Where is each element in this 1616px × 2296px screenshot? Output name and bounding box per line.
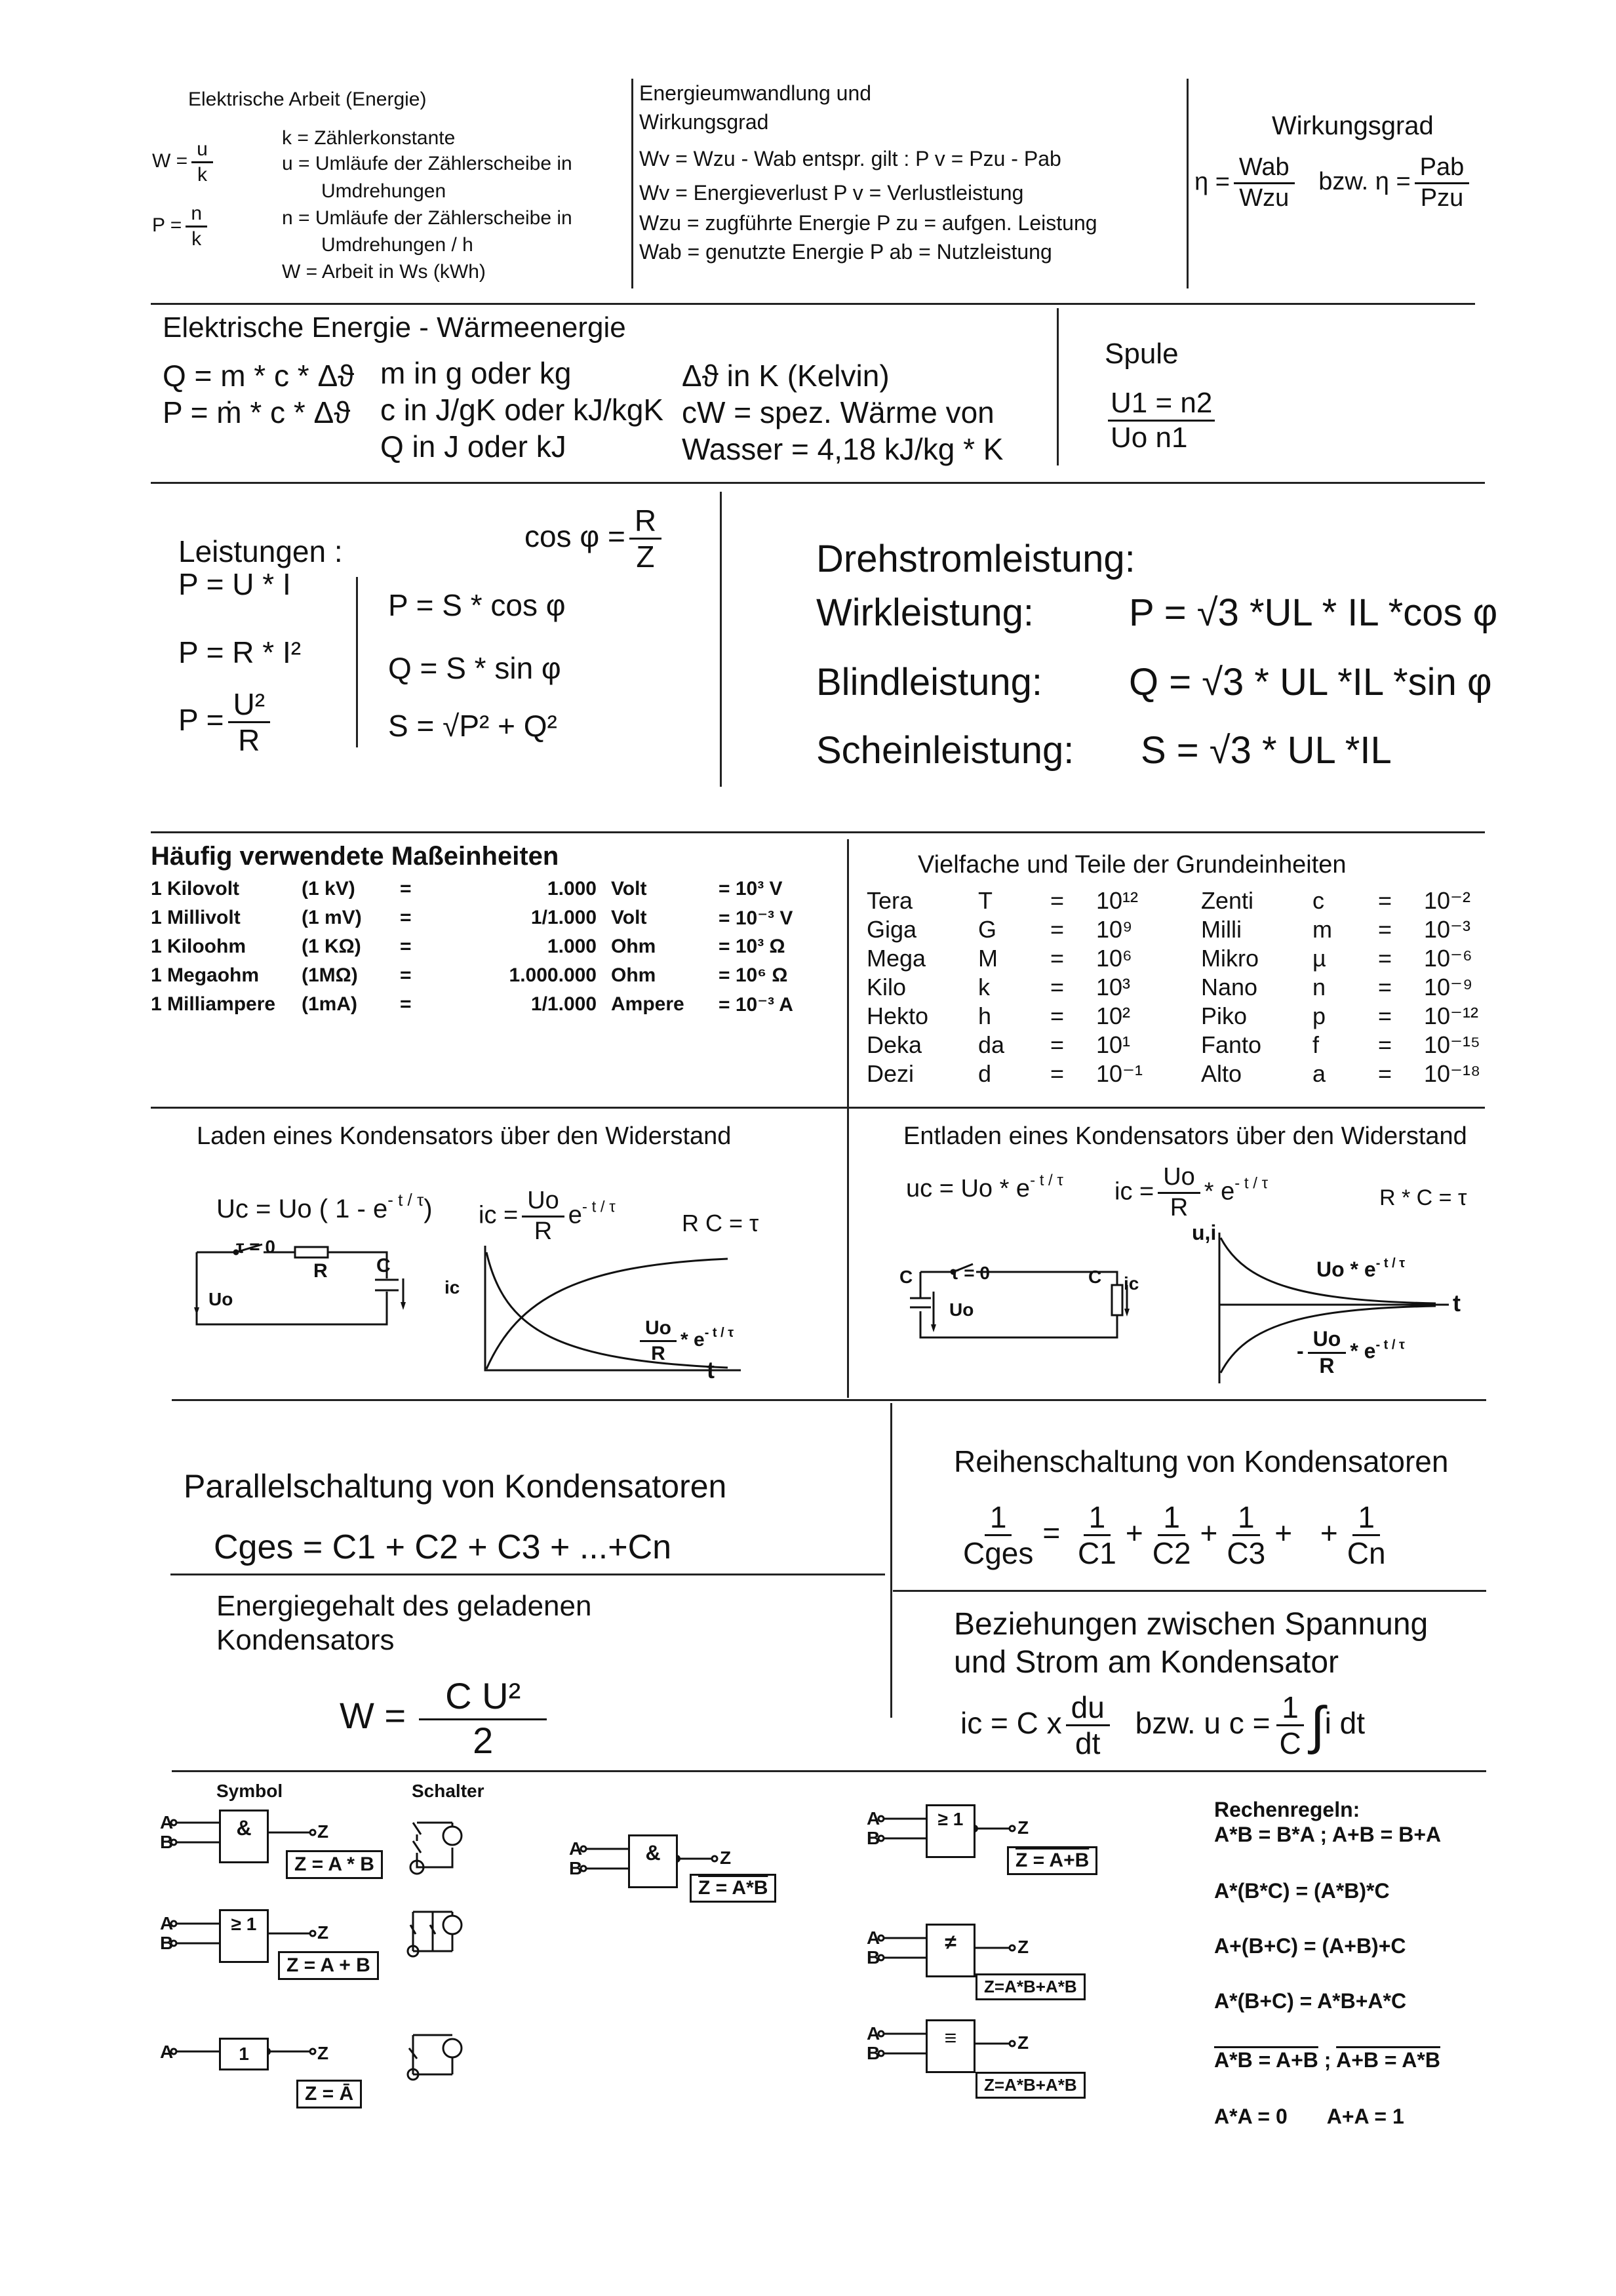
vielfache-cell: 10² xyxy=(1096,1002,1131,1029)
masseinheiten-cell: 1 Kilovolt xyxy=(151,878,240,900)
waerme-unit-3: Q in J oder kJ xyxy=(380,429,566,464)
not-out-z: Z xyxy=(317,2043,329,2063)
divider xyxy=(170,1574,885,1575)
drehstrom-title: Drehstromleistung: xyxy=(816,538,1135,580)
vielfache-cell: 10¹² xyxy=(1096,887,1139,914)
energiegehalt-title: Energiegehalt des geladenen xyxy=(216,1590,592,1622)
vielfache-cell: 10⁻³ xyxy=(1424,916,1471,943)
masseinheiten-cell: Volt xyxy=(611,878,647,900)
or-in-a: A xyxy=(160,1913,174,1933)
vielfache-cell: da xyxy=(978,1031,1005,1058)
masseinheiten-row xyxy=(151,961,823,990)
vielfache-row xyxy=(867,915,1503,944)
laden-plot-label: $\frac{Uo}{R}$ * $e^{- t / \tau}$ xyxy=(636,1318,734,1364)
energiegehalt-title-2: Kondensators xyxy=(216,1624,395,1656)
waerme-eq-1: Q = m * c * Δϑ xyxy=(163,359,355,393)
laden-tau: τ = 0 xyxy=(236,1237,275,1257)
vielfache-cell: µ xyxy=(1312,945,1326,972)
masseinheiten-cell: 1/1.000 xyxy=(530,993,597,1015)
masseinheiten-cell: = xyxy=(400,964,412,986)
laden-ic: ic xyxy=(444,1277,460,1297)
xnor-gate: ≡ xyxy=(926,2019,976,2073)
masseinheiten-cell: = 10⁻³ A xyxy=(719,993,793,1016)
or-gate: ≥ 1 xyxy=(219,1909,269,1963)
masseinheiten-title: Häufig verwendete Maßeinheiten xyxy=(151,842,559,871)
or-out-z: Z xyxy=(317,1922,329,1943)
leistung-eq-3: P = $\frac{\text{U²}}{R}$ xyxy=(178,688,274,757)
or-in-b: B xyxy=(160,1933,174,1953)
vielfache-cell: n xyxy=(1312,974,1326,1000)
reihen-title: Reihenschaltung von Kondensatoren xyxy=(954,1444,1449,1478)
vielfache-cell: Tera xyxy=(867,887,913,914)
rechenregel-1: A*B = B*A ; A+B = B+A xyxy=(1214,1823,1442,1846)
wirkungsgrad-formula: η = $\frac{\text{Wab}}{\text{Wzu}}$ bzw. η = $\frac{\text{Pab}}{\text{Pzu}}$ xyxy=(1194,155,1473,212)
masseinheiten-cell: (1 mV) xyxy=(302,907,362,928)
not-expression: Z = Ā xyxy=(296,2080,362,2108)
vielfache-cell: = xyxy=(1378,916,1392,943)
vielfache-cell: Deka xyxy=(867,1031,922,1058)
vielfache-cell: 10⁻¹⁵ xyxy=(1424,1031,1480,1058)
leistung-eq-2: P = R * I² xyxy=(178,635,302,669)
sin-formula: Q = S * sin φ xyxy=(388,651,561,685)
beziehungen-title: Beziehungen zwischen Spannung xyxy=(954,1607,1429,1642)
vielfache-cell: d xyxy=(978,1060,992,1087)
vielfache-cell: p xyxy=(1312,1002,1326,1029)
divider xyxy=(847,839,849,1109)
masseinheiten-row xyxy=(151,932,823,961)
rechenregel-4: A*(B+C) = A*B+A*C xyxy=(1214,1989,1407,2013)
vielfache-cell: m xyxy=(1312,916,1332,943)
vielfache-row xyxy=(867,973,1503,1002)
vielfache-cell: Piko xyxy=(1201,1002,1248,1029)
vielfache-cell: h xyxy=(978,1002,992,1029)
and-expression: Z = A * B xyxy=(286,1850,383,1879)
vielfache-cell: Mega xyxy=(867,945,926,972)
divider xyxy=(151,831,1485,833)
vielfache-cell: = xyxy=(1378,974,1392,1000)
entladen-neg: - $\frac{Uo}{R}$ * $e^{- t / \tau}$ xyxy=(1297,1327,1405,1377)
vielfache-row xyxy=(867,1031,1503,1059)
schalter-label: Schalter xyxy=(412,1781,484,1801)
waerme-unit-1: m in g oder kg xyxy=(380,356,572,390)
divider xyxy=(890,1403,892,1718)
symbol-label: Symbol xyxy=(216,1781,283,1801)
xor-in-b: B xyxy=(867,1947,880,1968)
nor-gate: ≥ 1 xyxy=(926,1804,976,1858)
divider xyxy=(172,1770,1486,1772)
nor-expression: Z = A+B xyxy=(1007,1846,1097,1875)
masseinheiten-row xyxy=(151,990,823,1019)
n-definition: n = Umläufe der Zählerscheibe in xyxy=(282,207,572,229)
divider xyxy=(151,482,1485,484)
leistung-eq-1: P = U * I xyxy=(178,567,291,601)
vielfache-cell: = xyxy=(1378,1060,1392,1087)
wirkleistung-label: Wirkleistung: xyxy=(816,591,1034,634)
wirkungsgrad-title: Wirkungsgrad xyxy=(1272,111,1434,140)
and-in-a: A xyxy=(160,1812,174,1832)
scheinleistung-label: Scheinleistung: xyxy=(816,729,1074,772)
masseinheiten-cell: Volt xyxy=(611,907,647,928)
blindleistung-formula: Q = √3 * UL *IL *sin φ xyxy=(1129,661,1492,703)
laden-Uo: Uo xyxy=(208,1289,233,1309)
masseinheiten-cell: 1 Millivolt xyxy=(151,907,241,928)
vielfache-cell: Milli xyxy=(1201,916,1242,943)
nand-in-a: A xyxy=(569,1838,583,1859)
vielfache-cell: Fanto xyxy=(1201,1031,1262,1058)
reihen-formula: $\frac{1}{\text{Cges}}$ = $\frac{1}{C1}$ + $\frac{1}{C2}$ + $\frac{1}{C3}$ + + $\frac{1}{Cn}$ xyxy=(963,1500,1386,1571)
vielfache-cell: = xyxy=(1050,1060,1065,1087)
vielfache-cell: Nano xyxy=(1201,974,1258,1000)
masseinheiten-cell: (1 kV) xyxy=(302,878,355,900)
vielfache-cell: M xyxy=(978,945,998,972)
vielfache-cell: G xyxy=(978,916,997,943)
vielfache-cell: = xyxy=(1050,974,1065,1000)
spule-title: Spule xyxy=(1105,338,1179,370)
u-definition-2: Umdrehungen xyxy=(321,180,446,202)
vielfache-cell: = xyxy=(1378,945,1392,972)
masseinheiten-cell: 1 Megaohm xyxy=(151,964,260,986)
masseinheiten-cell: 1.000 xyxy=(547,878,597,900)
vielfache-cell: 10⁻¹ xyxy=(1096,1060,1143,1087)
entladen-tau: τ = 0 xyxy=(951,1263,990,1283)
and-out-z: Z xyxy=(317,1821,329,1842)
divider xyxy=(847,1109,849,1398)
rechenregel-5: A*B = A+B ; A+B = A*B xyxy=(1214,2048,1440,2072)
rechenregel-2: A*(B*C) = (A*B)*C xyxy=(1214,1879,1390,1903)
laden-plot-t: t xyxy=(707,1356,715,1383)
waerme-unit-2: c in J/gK oder kJ/kgK xyxy=(380,393,664,427)
vielfache-cell: Kilo xyxy=(867,974,907,1000)
vielfache-cell: 10⁶ xyxy=(1096,945,1132,972)
vielfache-table xyxy=(867,886,1503,1088)
vielfache-cell: 10⁻¹² xyxy=(1424,1002,1479,1029)
divider xyxy=(151,1107,1485,1109)
scheinleistung-formula: S = √3 * UL *IL xyxy=(1141,729,1392,772)
divider xyxy=(172,1399,1486,1401)
divider xyxy=(720,492,722,787)
xnor-in-a: A xyxy=(867,2023,880,2044)
vielfache-cell: = xyxy=(1378,887,1392,914)
vielfache-cell: = xyxy=(1050,1002,1065,1029)
spule-formula: U1 = n2 Uo n1 xyxy=(1108,387,1215,454)
vielfache-row xyxy=(867,1059,1503,1088)
not-in-a: A xyxy=(160,2042,174,2062)
beziehungen-formula: ic = C x $\frac{du}{dt}$ bzw. u c = $\frac{1}{C}$ ∫i dt xyxy=(960,1690,1365,1761)
divider xyxy=(1187,79,1189,288)
entladen-ui: u,i xyxy=(1192,1221,1217,1244)
entladen-uc-formula: uc = Uo * $e^{- t / \tau}$ xyxy=(906,1172,1063,1202)
xnor-in-b: B xyxy=(867,2043,880,2063)
xnor-expression: Z=A*B+A*B xyxy=(976,2072,1086,2099)
entladen-C-right: C xyxy=(1088,1267,1102,1287)
vielfache-cell: 10⁻¹⁸ xyxy=(1424,1060,1481,1087)
parallel-formula: Cges = C1 + C2 + C3 + ...+Cn xyxy=(214,1528,672,1566)
entladen-ic-formula: ic = $\frac{Uo}{R}$ * $e^{- t / \tau}$ xyxy=(1114,1163,1269,1221)
masseinheiten-cell: 1.000.000 xyxy=(509,964,597,986)
vielfache-cell: 10³ xyxy=(1096,974,1131,1000)
wirkleistung-formula: P = √3 *UL * IL *cos φ xyxy=(1129,591,1498,634)
masseinheiten-cell: Ohm xyxy=(611,936,656,957)
vielfache-cell: c xyxy=(1312,887,1324,914)
cos-formula-1: P = S * cos φ xyxy=(388,588,566,622)
waerme-desc-2: cW = spez. Wärme von xyxy=(682,395,995,429)
vielfache-row xyxy=(867,1002,1503,1031)
arbeit-title: Elektrische Arbeit (Energie) xyxy=(188,89,427,110)
nand-expression: Z = A*B xyxy=(690,1874,776,1903)
laden-uc-formula: Uc = Uo ( $1 - e^{- t / \tau}$) xyxy=(216,1189,433,1223)
divider xyxy=(631,79,633,288)
verlust-line-3: Wzu = zugführte Energie P zu = aufgen. Leistung xyxy=(639,211,1097,235)
energieumwandlung-title-2: Wirkungsgrad xyxy=(639,110,769,134)
masseinheiten-cell: (1mA) xyxy=(302,993,358,1015)
vielfache-cell: 10⁹ xyxy=(1096,916,1133,943)
or-expression: Z = A + B xyxy=(278,1951,379,1980)
entladen-rc: R * C = τ xyxy=(1379,1185,1467,1210)
k-definition: k = Zählerkonstante xyxy=(282,127,456,149)
waerme-eq-2: P = ṁ * c * Δϑ xyxy=(163,395,351,429)
entladen-uoe: Uo * $e^{- t / \tau}$ xyxy=(1316,1256,1406,1281)
verlust-line-2: Wv = Energieverlust P v = Verlustleistung xyxy=(639,181,1024,205)
or-switch-icon xyxy=(406,1905,472,1964)
vielfache-cell: = xyxy=(1378,1002,1392,1029)
laden-rc: R C = τ xyxy=(682,1210,759,1237)
w-definition: W = Arbeit in Ws (kWh) xyxy=(282,261,486,283)
masseinheiten-cell: 1/1.000 xyxy=(530,907,597,928)
nand-in-b: B xyxy=(569,1858,583,1878)
xnor-out-z: Z xyxy=(1017,2032,1029,2053)
masseinheiten-cell: 1.000 xyxy=(547,936,597,957)
masseinheiten-row xyxy=(151,875,823,903)
vielfache-cell: a xyxy=(1312,1060,1326,1087)
vielfache-cell: f xyxy=(1312,1031,1320,1058)
waerme-desc-3: Wasser = 4,18 kJ/kg * K xyxy=(682,432,1004,466)
xor-out-z: Z xyxy=(1017,1937,1029,1957)
masseinheiten-cell: 1 Milliampere xyxy=(151,993,276,1015)
vielfache-cell: 10⁻⁶ xyxy=(1424,945,1472,972)
divider xyxy=(151,303,1475,305)
vielfache-cell: 10⁻² xyxy=(1424,887,1471,914)
xor-gate: ≠ xyxy=(926,1924,976,1977)
masseinheiten-cell: Ampere xyxy=(611,993,684,1015)
verlust-line-1: Wv = Wzu - Wab entspr. gilt : P v = Pzu - Pab xyxy=(639,147,1061,170)
vielfache-cell: Hekto xyxy=(867,1002,929,1029)
parallel-title: Parallelschaltung von Kondensatoren xyxy=(184,1468,727,1505)
laden-C: C xyxy=(376,1255,391,1277)
vielfache-cell: T xyxy=(978,887,993,914)
entladen-t: t xyxy=(1453,1290,1461,1316)
vielfache-cell: k xyxy=(978,974,990,1000)
masseinheiten-cell: = 10⁻³ V xyxy=(719,907,793,929)
masseinheiten-cell: = 10³ V xyxy=(719,878,783,900)
and-switch-icon xyxy=(406,1816,472,1875)
rechenregeln-title: Rechenregeln: xyxy=(1214,1798,1360,1821)
masseinheiten-cell: = xyxy=(400,993,412,1015)
vielfache-cell: Giga xyxy=(867,916,917,943)
vielfache-cell: Dezi xyxy=(867,1060,915,1087)
energiegehalt-formula: W = $\frac{\text{C U²}}{2}$ xyxy=(340,1677,551,1760)
u-definition: u = Umläufe der Zählerscheibe in xyxy=(282,153,572,174)
nor-in-b: B xyxy=(867,1828,880,1848)
laden-R: R xyxy=(313,1260,328,1282)
beziehungen-title-2: und Strom am Kondensator xyxy=(954,1645,1339,1680)
schein-formula: S = √P² + Q² xyxy=(388,709,557,743)
cos-phi-formula: cos φ = $\frac{R}{Z}$ xyxy=(524,505,665,573)
blindleistung-label: Blindleistung: xyxy=(816,661,1042,703)
nor-in-a: A xyxy=(867,1808,880,1829)
masseinheiten-table xyxy=(151,875,823,1019)
nand-gate: & xyxy=(628,1834,678,1888)
formula-w: W = $\frac{u}{k}$ xyxy=(152,139,217,185)
laden-ic-formula: ic = $\frac{Uo}{R}$ $e^{- t / \tau}$ xyxy=(479,1187,616,1245)
verlust-line-4: Wab = genutzte Energie P ab = Nutzleistung xyxy=(639,240,1052,264)
masseinheiten-cell: = 10⁶ Ω xyxy=(719,964,788,986)
not-gate: 1 xyxy=(219,2038,269,2070)
and-in-b: B xyxy=(160,1832,174,1852)
entladen-Uo: Uo xyxy=(949,1299,974,1320)
and-gate: & xyxy=(219,1810,269,1863)
entladen-title: Entladen eines Kondensators über den Widerstand xyxy=(903,1122,1467,1150)
n-definition-2: Umdrehungen / h xyxy=(321,234,473,256)
vielfache-cell: = xyxy=(1050,916,1065,943)
masseinheiten-cell: Ohm xyxy=(611,964,656,986)
vielfache-row xyxy=(867,944,1503,973)
vielfache-cell: = xyxy=(1050,945,1065,972)
masseinheiten-cell: = xyxy=(400,907,412,928)
masseinheiten-cell: 1 Kiloohm xyxy=(151,936,246,957)
masseinheiten-cell: (1 KΩ) xyxy=(302,936,361,957)
xor-expression: Z=A*B+A*B xyxy=(976,1973,1086,2000)
waerme-desc-1: Δϑ in K (Kelvin) xyxy=(682,359,890,393)
masseinheiten-cell: (1MΩ) xyxy=(302,964,358,986)
divider xyxy=(356,577,358,747)
masseinheiten-cell: = xyxy=(400,936,412,957)
vielfache-row xyxy=(867,886,1503,915)
laden-title: Laden eines Kondensators über den Widerstand xyxy=(197,1122,732,1150)
vielfache-cell: 10¹ xyxy=(1096,1031,1131,1058)
vielfache-title: Vielfache und Teile der Grundeinheiten xyxy=(918,851,1347,879)
divider xyxy=(893,1590,1486,1592)
vielfache-cell: = xyxy=(1050,887,1065,914)
entladen-C-left: C xyxy=(899,1267,913,1287)
leistungen-title: Leistungen : xyxy=(178,534,343,568)
not-switch-icon xyxy=(406,2029,472,2088)
entladen-ic: ic xyxy=(1124,1273,1139,1294)
vielfache-cell: = xyxy=(1378,1031,1392,1058)
rechenregel-3: A+(B+C) = (A+B)+C xyxy=(1214,1934,1406,1958)
vielfache-cell: Mikro xyxy=(1201,945,1259,972)
rechenregel-6: A*A = 0 A+A = 1 xyxy=(1214,2105,1404,2128)
nand-out-z: Z xyxy=(720,1848,732,1868)
divider xyxy=(1057,308,1059,465)
vielfache-cell: 10⁻⁹ xyxy=(1424,974,1473,1000)
xor-in-a: A xyxy=(867,1928,880,1948)
energieumwandlung-title: Energieumwandlung und xyxy=(639,81,872,105)
masseinheiten-cell: = 10³ Ω xyxy=(719,936,785,957)
waerme-title: Elektrische Energie - Wärmeenergie xyxy=(163,311,626,344)
formula-p-meter: P = $\frac{n}{k}$ xyxy=(152,203,211,249)
vielfache-cell: Alto xyxy=(1201,1060,1242,1087)
nor-out-z: Z xyxy=(1017,1817,1029,1838)
masseinheiten-cell: = xyxy=(400,878,412,900)
vielfache-cell: Zenti xyxy=(1201,887,1254,914)
vielfache-cell: = xyxy=(1050,1031,1065,1058)
masseinheiten-row xyxy=(151,903,823,932)
